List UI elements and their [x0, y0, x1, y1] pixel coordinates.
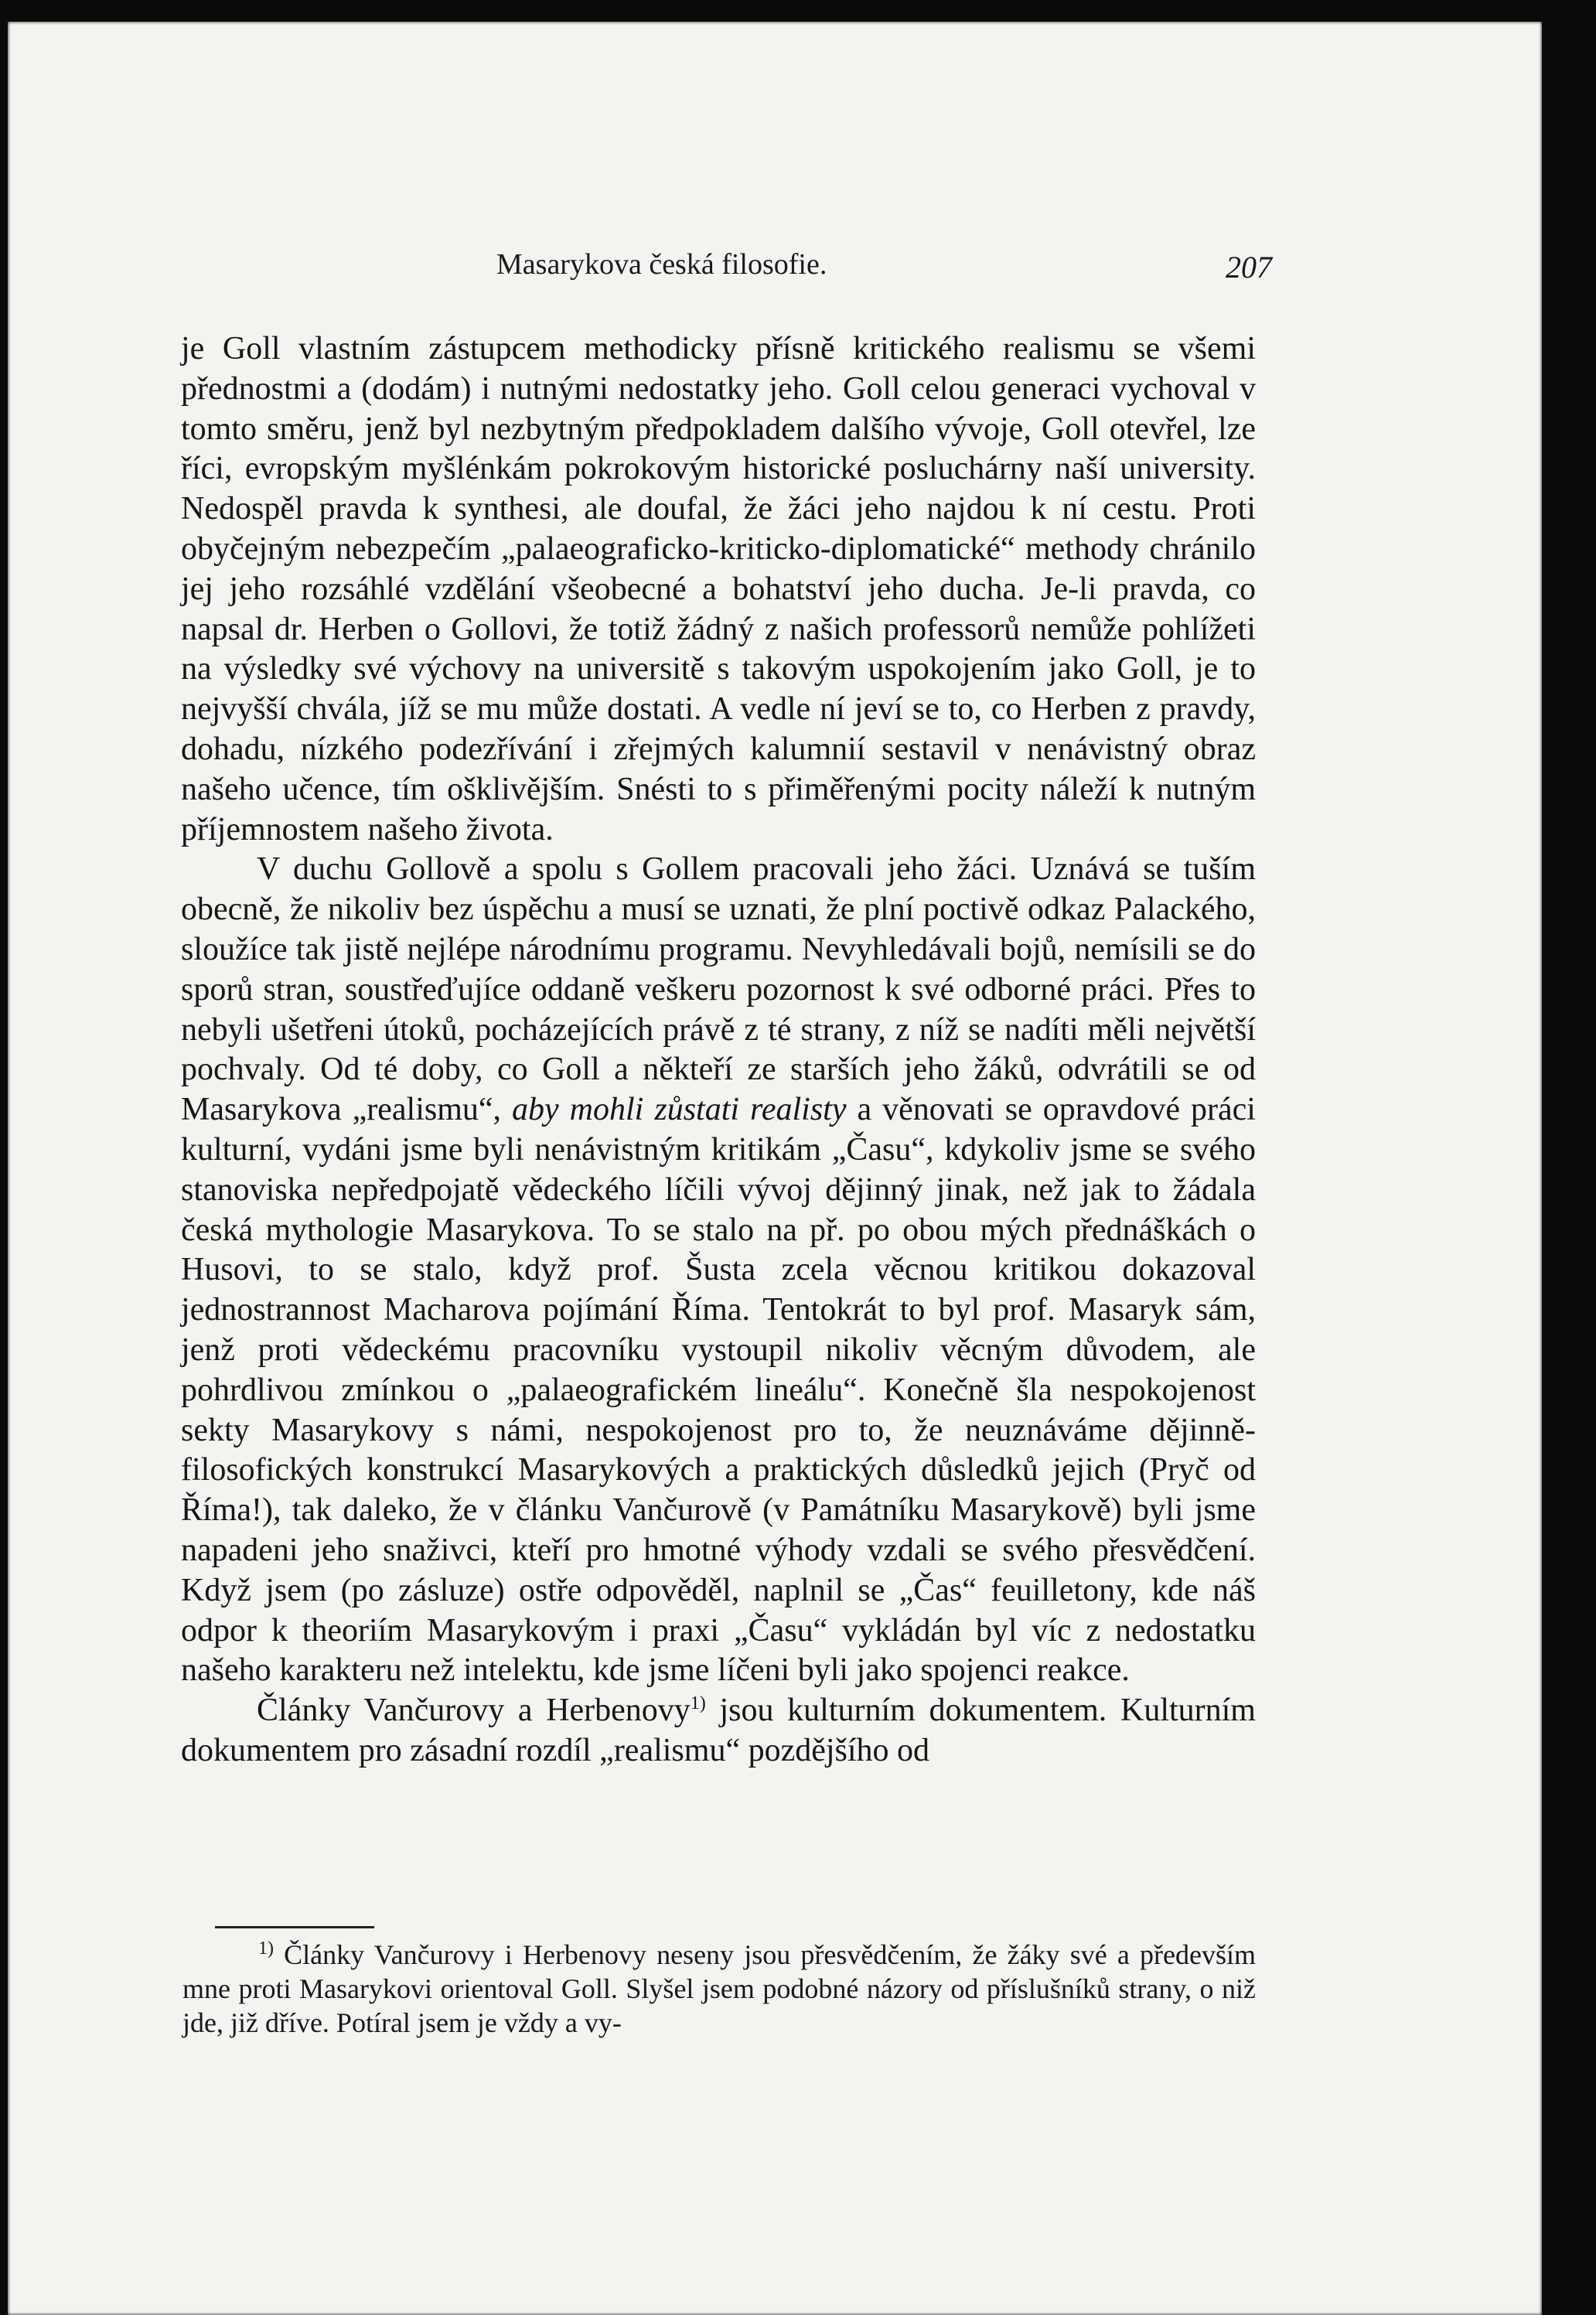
paragraph-2-part-b: a věnovati se opravdové práci kulturní, vydáni jsme byli nenávistným kritikám „Času“, kdykoliv jsme se svého stanoviska nepředpojatě vědeckého líčili vývoj dějinný jinak, než jak to žádala česká mythologie Masarykova. To se stalo na př. po obou mých přednáškách o Husovi, to se stalo, když prof. Šusta zcela věcnou kritikou dokazoval jednostrannost Macharova pojímání Říma. Tentokrát to byl prof. Masaryk sám, jenž proti vědeckému pracovníku vystoupil nikoliv věcným důvodem, ale pohrdlivou zmínkou o „palaeografickém lineálu“. Konečně šla nespokojenost sekty Masarykovy s námi, nespokojenost pro to, že neuznáváme dějinně-filosofických konstrukcí Masarykových a praktických důsledků jejich (Pryč od Říma!), tak daleko, že v článku Vančurově (v Památníku Masarykově) byli jsme napadeni jeho snaživci, kteří pro hmotné výhody vzdali se svého přesvědčení. Když jsem (po zásluze) ostře odpověděl, naplnil se „Čas“ feuilletony, kde náš odpor k theoriím Masarykovým i praxi „Času“ vykládán byl víc z nedostatku našeho karakteru než intelektu, kde jsme líčeni byli jako spojenci reakce. — [181, 1092, 1256, 1689]
book-page — [8, 22, 1542, 2315]
paragraph-2-emphasis: aby mohli zůstati realisty — [512, 1092, 847, 1128]
paragraph-3-part-a: Články Vančurovy a Herbenovy — [257, 1693, 691, 1729]
footnote-text: Články Vančurovy i Herbenovy neseny jsou přesvědčením, že žáky své a především mne proti Masarykovi orientoval Goll. Slyšel jsem podobné názory od příslušníků strany, o niž jde, již dříve. Potíral jsem je vždy a vy- — [182, 1939, 1256, 2038]
paragraph-1: je Goll vlastním zástupcem methodicky přísně kritického realismu se všemi přednostmi a (dodám) i nutnými nedostatky jeho. Goll celou generaci vychoval v tomto směru, jenž byl nezbytným předpokladem dalšího vývoje, Goll otevřel, lze říci, evropským myšlénkám pokrokovým historické posluchárny naší university. Nedospěl pravda k synthesi, ale doufal, že žáci jeho najdou k ní cestu. Proti obyčejným nebezpečím „palaeograficko-kriticko-diplomatické“ methody chránilo jej jeho rozsáhlé vzdělání všeobecné a bohatství jeho ducha. Je-li pravda, co napsal dr. Herben o Gollovi, že totiž žádný z našich professorů nemůže pohlížeti na výsledky své výchovy na universitě s takovým uspokojením jako Goll, je to nejvyšší chvála, jíž se mu může dostati. A vedle ní jeví se to, co Herben z pravdy, dohadu, nízkého podezřívání i zřejmých kalumnií sestavil v nenávistný obraz našeho učence, tím ošklivějším. Snésti to s přiměřenými pocity náleží k nutným příjemnostem našeho života. — [181, 331, 1256, 847]
running-title: Masarykova česká filosofie. — [496, 248, 827, 281]
footnote-reference[interactable]: 1) — [690, 1693, 706, 1714]
page-number: 207 — [1226, 250, 1272, 285]
paragraph-3-part-b: jsou kulturním dokumentem. Kulturním dokumentem pro zásadní rozdíl „realismu“ pozdějšího od — [181, 1693, 1256, 1768]
footnote-paragraph — [182, 1938, 1256, 2040]
paragraph-2-part-a: V duchu Gollově a spolu s Gollem pracovali jeho žáci. Uznává se tuším obecně, že nikoliv bez úspěchu a musí se uznati, že plní poctivě odkaz Palackého, sloužíce tak jistě nejlépe národnímu programu. Nevyhledávali bojů, nemísili se do sporů stran, soustřeďujíce oddaně veškeru pozornost k své odborné práci. Přes to nebyli ušetřeni útoků, pocházejících právě z té strany, z níž se nadíti měli největší pochvaly. Od té doby, co Goll a někteří ze starších jeho žáků, odvrátili se od Masarykova „realismu“, — [181, 851, 1256, 1128]
main-text — [181, 329, 1256, 1771]
paragraph-3 — [181, 1691, 1256, 1771]
footnote-divider — [215, 1926, 374, 1928]
paragraph-2 — [181, 850, 1256, 1691]
footnote — [182, 1938, 1256, 2040]
page-header — [8, 247, 1542, 286]
footnote-mark: 1) — [258, 1938, 274, 1959]
